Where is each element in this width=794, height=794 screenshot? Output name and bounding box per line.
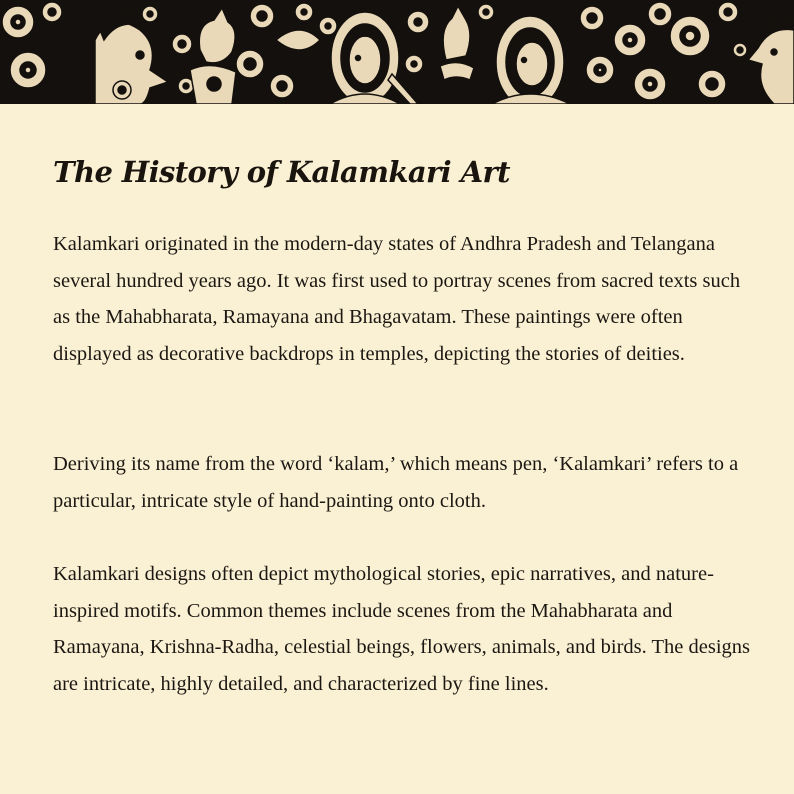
article-paragraph-origin: Kalamkari originated in the modern-day states of Andhra Pradesh and Telangana several hundred years ago. It was first used to portray scenes from sacred texts such as the Mahabharata, Ramayana and Bhagavatam. These paintings were often displayed as decorative backdrops in temples, depicting the stories of deities. (53, 233, 741, 365)
article-title: The History of Kalamkari Art (53, 155, 510, 189)
article-paragraph-name: Deriving its name from the word ‘kalam,’ which means pen, ‘Kalamkari’ refers to a particular, intricate style of hand-painting onto cloth. (53, 453, 739, 512)
article-section (53, 148, 753, 695)
article-paragraph-designs: Kalamkari designs often depict mythological stories, epic narratives, and nature-inspired motifs. Common themes include scenes from the Mahabharata and Ramayana, Krishna-Radha, celestial beings, flowers, animals, and birds. The designs are intricate, highly detailed, and characterized by fine lines. (53, 563, 751, 695)
kalamkari-pattern-image (0, 0, 794, 104)
kalamkari-art-banner (0, 0, 794, 104)
